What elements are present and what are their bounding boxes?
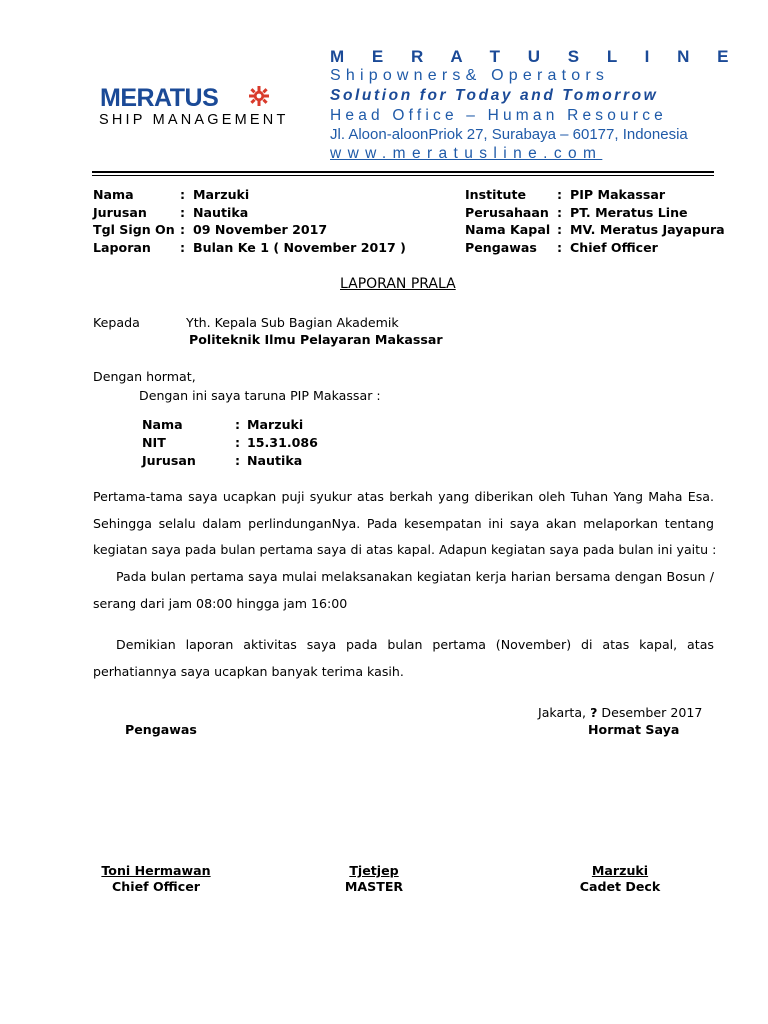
letter-date [538, 705, 702, 720]
info-label: Institute [465, 187, 527, 202]
info-label: Laporan [93, 240, 151, 255]
date-place: Jakarta, [538, 705, 587, 720]
info-sep: : [557, 187, 563, 202]
greeting: Dengan hormat, [93, 369, 196, 384]
header-divider-thin [92, 175, 714, 176]
info-value-institute: PIP Makassar [570, 187, 666, 202]
student-label: Nama [142, 417, 183, 432]
company-name: M E R A T U S L I N E [330, 47, 740, 66]
closing-heading: Hormat Saya [588, 722, 680, 737]
header-divider-thick [92, 171, 714, 173]
info-sep: : [180, 205, 186, 220]
gear-logo-icon [248, 85, 270, 107]
paragraph-3-line-2: perhatiannya saya ucapkan banyak terima kasih. [93, 664, 404, 679]
info-value-name: Marzuki [193, 187, 250, 202]
info-label: Nama [93, 187, 134, 202]
company-logo-subtitle: SHIP MANAGEMENT [99, 112, 289, 128]
paragraph-2-line-2: serang dari jam 08:00 hingga jam 16:00 [93, 596, 348, 611]
date-month-year: Desember 2017 [601, 705, 703, 720]
student-value-major: Nautika [247, 453, 303, 468]
company-slogan: Solution for Today and Tomorrow [330, 87, 659, 104]
recipient-line-1: Yth. Kepala Sub Bagian Akademik [186, 315, 399, 330]
student-sep: : [235, 435, 241, 450]
student-label: Jurusan [142, 453, 196, 468]
supervisor-heading: Pengawas [125, 722, 197, 737]
report-title: LAPORAN PRALA [340, 276, 456, 292]
paragraph-1-line-1: Pertama-tama saya ucapkan puji syukur atas berkah yang diberikan oleh Tuhan Yang Maha Esa. [93, 489, 714, 504]
info-sep: : [180, 240, 186, 255]
info-label: Perusahaan [465, 205, 549, 220]
intro-line: Dengan ini saya taruna PIP Makassar : [139, 388, 381, 403]
info-value-supervisor: Chief Officer [570, 240, 658, 255]
student-value-name: Marzuki [247, 417, 304, 432]
paragraph-1-line-3: kegiatan saya pada bulan pertama saya di atas kapal. Adapun kegiatan saya pada bulan ini yaitu : [93, 542, 717, 557]
signatory-role-supervisor: Chief Officer [112, 879, 200, 894]
recipient-label: Kepada [93, 315, 140, 330]
office-heading: Head Office – Human Resource [330, 107, 668, 124]
signatory-role-master: MASTER [344, 879, 404, 894]
info-value-signon: 09 November 2017 [193, 222, 328, 237]
signatory-name-cadet: Marzuki [591, 863, 649, 878]
info-value-report: Bulan Ke 1 ( November 2017 ) [193, 240, 406, 255]
info-label: Jurusan [93, 205, 147, 220]
signatory-role-cadet: Cadet Deck [579, 879, 661, 894]
info-label: Tgl Sign On [93, 222, 175, 237]
signatory-name-master: Tjetjep [349, 863, 399, 878]
student-label: NIT [142, 435, 166, 450]
student-value-nit: 15.31.086 [247, 435, 318, 450]
office-address: Jl. Aloon-aloonPriok 27, Surabaya – 60177, Indonesia [330, 126, 688, 143]
info-label: Nama Kapal [465, 222, 551, 237]
info-sep: : [180, 187, 186, 202]
info-value-company: PT. Meratus Line [570, 205, 688, 220]
company-tagline: Shipowners& Operators [330, 67, 610, 84]
paragraph-3-line-1: Demikian laporan aktivitas saya pada bulan pertama (November) di atas kapal, atas [116, 637, 714, 652]
info-sep: : [557, 240, 563, 255]
info-sep: : [557, 222, 563, 237]
info-label: Pengawas [465, 240, 537, 255]
company-logo-text: MERATUS [100, 84, 219, 112]
paragraph-2-line-1: Pada bulan pertama saya mulai melaksanakan kegiatan kerja harian bersama dengan Bosun / [116, 569, 714, 584]
info-sep: : [557, 205, 563, 220]
student-sep: : [235, 417, 241, 432]
student-sep: : [235, 453, 241, 468]
date-day-placeholder: ? [590, 705, 598, 720]
company-website-link[interactable]: www.meratusline.com [330, 145, 603, 162]
info-value-ship: MV. Meratus Jayapura [570, 222, 725, 237]
info-sep: : [180, 222, 186, 237]
signatory-name-supervisor: Toni Hermawan [101, 863, 211, 878]
recipient-line-2: Politeknik Ilmu Pelayaran Makassar [189, 332, 443, 347]
paragraph-1-line-2: Sehingga selalu dalam perlindunganNya. Pada kesempatan ini saya akan melaporkan tentang [93, 516, 714, 531]
info-value-major: Nautika [193, 205, 249, 220]
